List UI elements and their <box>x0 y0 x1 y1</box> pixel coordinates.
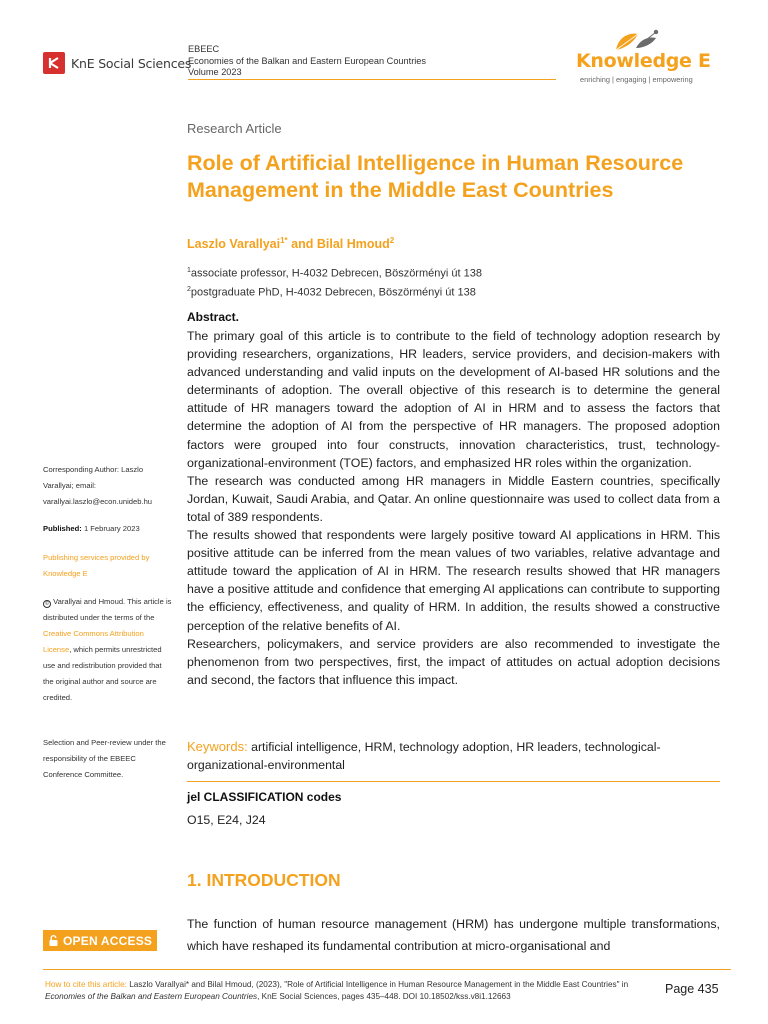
authors <box>187 236 394 251</box>
lock-open-icon <box>49 935 58 946</box>
corr-label: Corresponding Author: Laszlo Varallyai; email: <box>43 465 144 490</box>
citation <box>45 979 665 1002</box>
affil-number: 2 <box>187 285 191 293</box>
cite-journal: Economies of the Balkan and Eastern European Countries <box>45 991 258 1001</box>
author-joiner: and <box>287 237 317 252</box>
jel-codes: O15, E24, J24 <box>187 813 266 827</box>
abstract-paragraph: The results showed that respondents were largely positive toward AI applications in HRM. This positive attitude can be inferred from the mean values of two variables, relative advantage and attitude toward the application of AI in HRM. The research results showed that HR managers have a positive attitude and confidence that emerging AI applications can contribute to supporting the efficiency, effectiveness, and quality of HRM. In addition, the results showed a constructive perception of the relative benefits of AI. <box>187 528 720 633</box>
corresponding-author <box>43 462 173 510</box>
footer-divider <box>43 969 731 970</box>
article-type: Research Article <box>187 121 282 136</box>
kne-social-sciences-logo <box>43 52 191 74</box>
peer-review-note: Selection and Peer-review under the responsibility of the EBEEC Conference Committee. <box>43 738 166 779</box>
header-divider <box>188 79 556 80</box>
abstract-paragraph: The research was conducted among HR managers in Middle Eastern countries, specifically Jordan, Kuwait, Saudi Arabia, and Qatar. An online questionnaire was used to collect data from a total of 389 respondents. <box>187 473 720 524</box>
abstract-paragraph: Researchers, policymakers, and service providers are also recommended to investigate the phenomenon from two perspectives, first, the impact of attitudes on actual adoption decisions and second, the factors that influence this impact. <box>187 636 720 687</box>
kne-logo-icon <box>43 52 65 74</box>
page-number: Page 435 <box>665 982 719 996</box>
cite-tail: , KnE Social Sciences, pages 435–448. DOI 10.18502/kss.v8i1.12663 <box>257 991 511 1001</box>
affiliations <box>187 263 482 300</box>
affiliation-line <box>187 282 482 301</box>
license-text-post: , which permits unrestricted use and redistribution provided that the original author and source are credited. <box>43 645 162 702</box>
kne-logo-text: KnE Social Sciences <box>71 55 192 71</box>
section-heading: 1. INTRODUCTION <box>187 870 341 890</box>
knowledge-e-tagline: enriching | engaging | empowering <box>580 75 693 84</box>
journal-name: Economies of the Balkan and Eastern European Countries <box>188 55 427 66</box>
keywords-divider <box>187 781 720 782</box>
abstract-heading: Abstract. <box>187 310 240 324</box>
corr-email[interactable]: varallyai.laszlo@econ.unideb.hu <box>43 497 153 506</box>
cite-text: Laszlo Varallyai* and Bilal Hmoud, (2023), "Role of Artificial Intelligence in Human Resource Management in the Middle East Countries" in <box>129 980 629 989</box>
keywords-label: Keywords: <box>187 739 248 754</box>
author-name[interactable]: Laszlo Varallyai <box>187 237 281 252</box>
affil-number: 1 <box>187 267 191 274</box>
article-title: Role of Artificial Intelligence in Human Resource Management in the Middle East Countries <box>187 151 684 202</box>
open-access-badge <box>43 930 157 951</box>
author-affil-marker: 2 <box>389 236 395 245</box>
author-name[interactable]: Bilal Hmoud <box>316 237 390 252</box>
knowledge-e-brand: Knowledge E <box>576 50 711 72</box>
open-access-label: OPEN ACCESS <box>63 933 153 948</box>
journal-volume: Volume 2023 <box>188 67 242 77</box>
journal-info <box>188 44 426 79</box>
published-value: 1 February 2023 <box>83 524 140 533</box>
intro-text: The function of human resource management (HRM) has undergone multiple transformations, which have reshaped its fundamental contribution at micro-organisational and <box>187 917 720 953</box>
author-affil-marker: 1* <box>280 236 288 245</box>
keywords <box>187 738 720 774</box>
keywords-text: artificial intelligence, HRM, technology adoption, HR leaders, technological-organizational-environmental <box>187 740 661 772</box>
license-link[interactable]: Creative Commons Attribution License <box>43 629 144 654</box>
copyright-icon: © <box>43 600 51 608</box>
conference-name: EBEEC <box>188 44 220 54</box>
affil-text: associate professor, H-4032 Debrecen, Böszörményi út 138 <box>190 267 482 280</box>
affil-text: postgraduate PhD, H-4032 Debrecen, Böszörményi út 138 <box>190 286 476 299</box>
affiliation-line <box>187 263 482 282</box>
license-text-pre: Varallyai and Hmoud. This article is distributed under the terms of the <box>43 597 172 622</box>
jel-heading: jel CLASSIFICATION codes <box>187 790 342 804</box>
published-label: Published: <box>43 524 82 533</box>
published-date <box>43 521 173 537</box>
cite-label: How to cite this article: <box>45 980 127 989</box>
license-note <box>43 594 173 706</box>
publishing-services: Publishing services provided by Knowledge E <box>43 553 150 578</box>
knowledge-e-logo <box>576 22 726 92</box>
abstract-body <box>187 327 720 689</box>
abstract-paragraph: The primary goal of this article is to contribute to the field of technology adoption research by providing researchers, organizations, HR leaders, service providers, and decision-makers with advanced understanding and valid inputs on the development of AI-based HR solutions and the determinants of adoption. The overall objective of this research is to determine the general attitude of HR managers toward the adoption of AI in HRM and to assess the factors that determine the adoption of AI from the perspective of HR managers. The proposed adoption factors were grouped into four constructs, innovation characteristics, trust, technology-organizational-environment (TOE) factors, and emphasized HR roles within the organization. <box>187 329 720 470</box>
